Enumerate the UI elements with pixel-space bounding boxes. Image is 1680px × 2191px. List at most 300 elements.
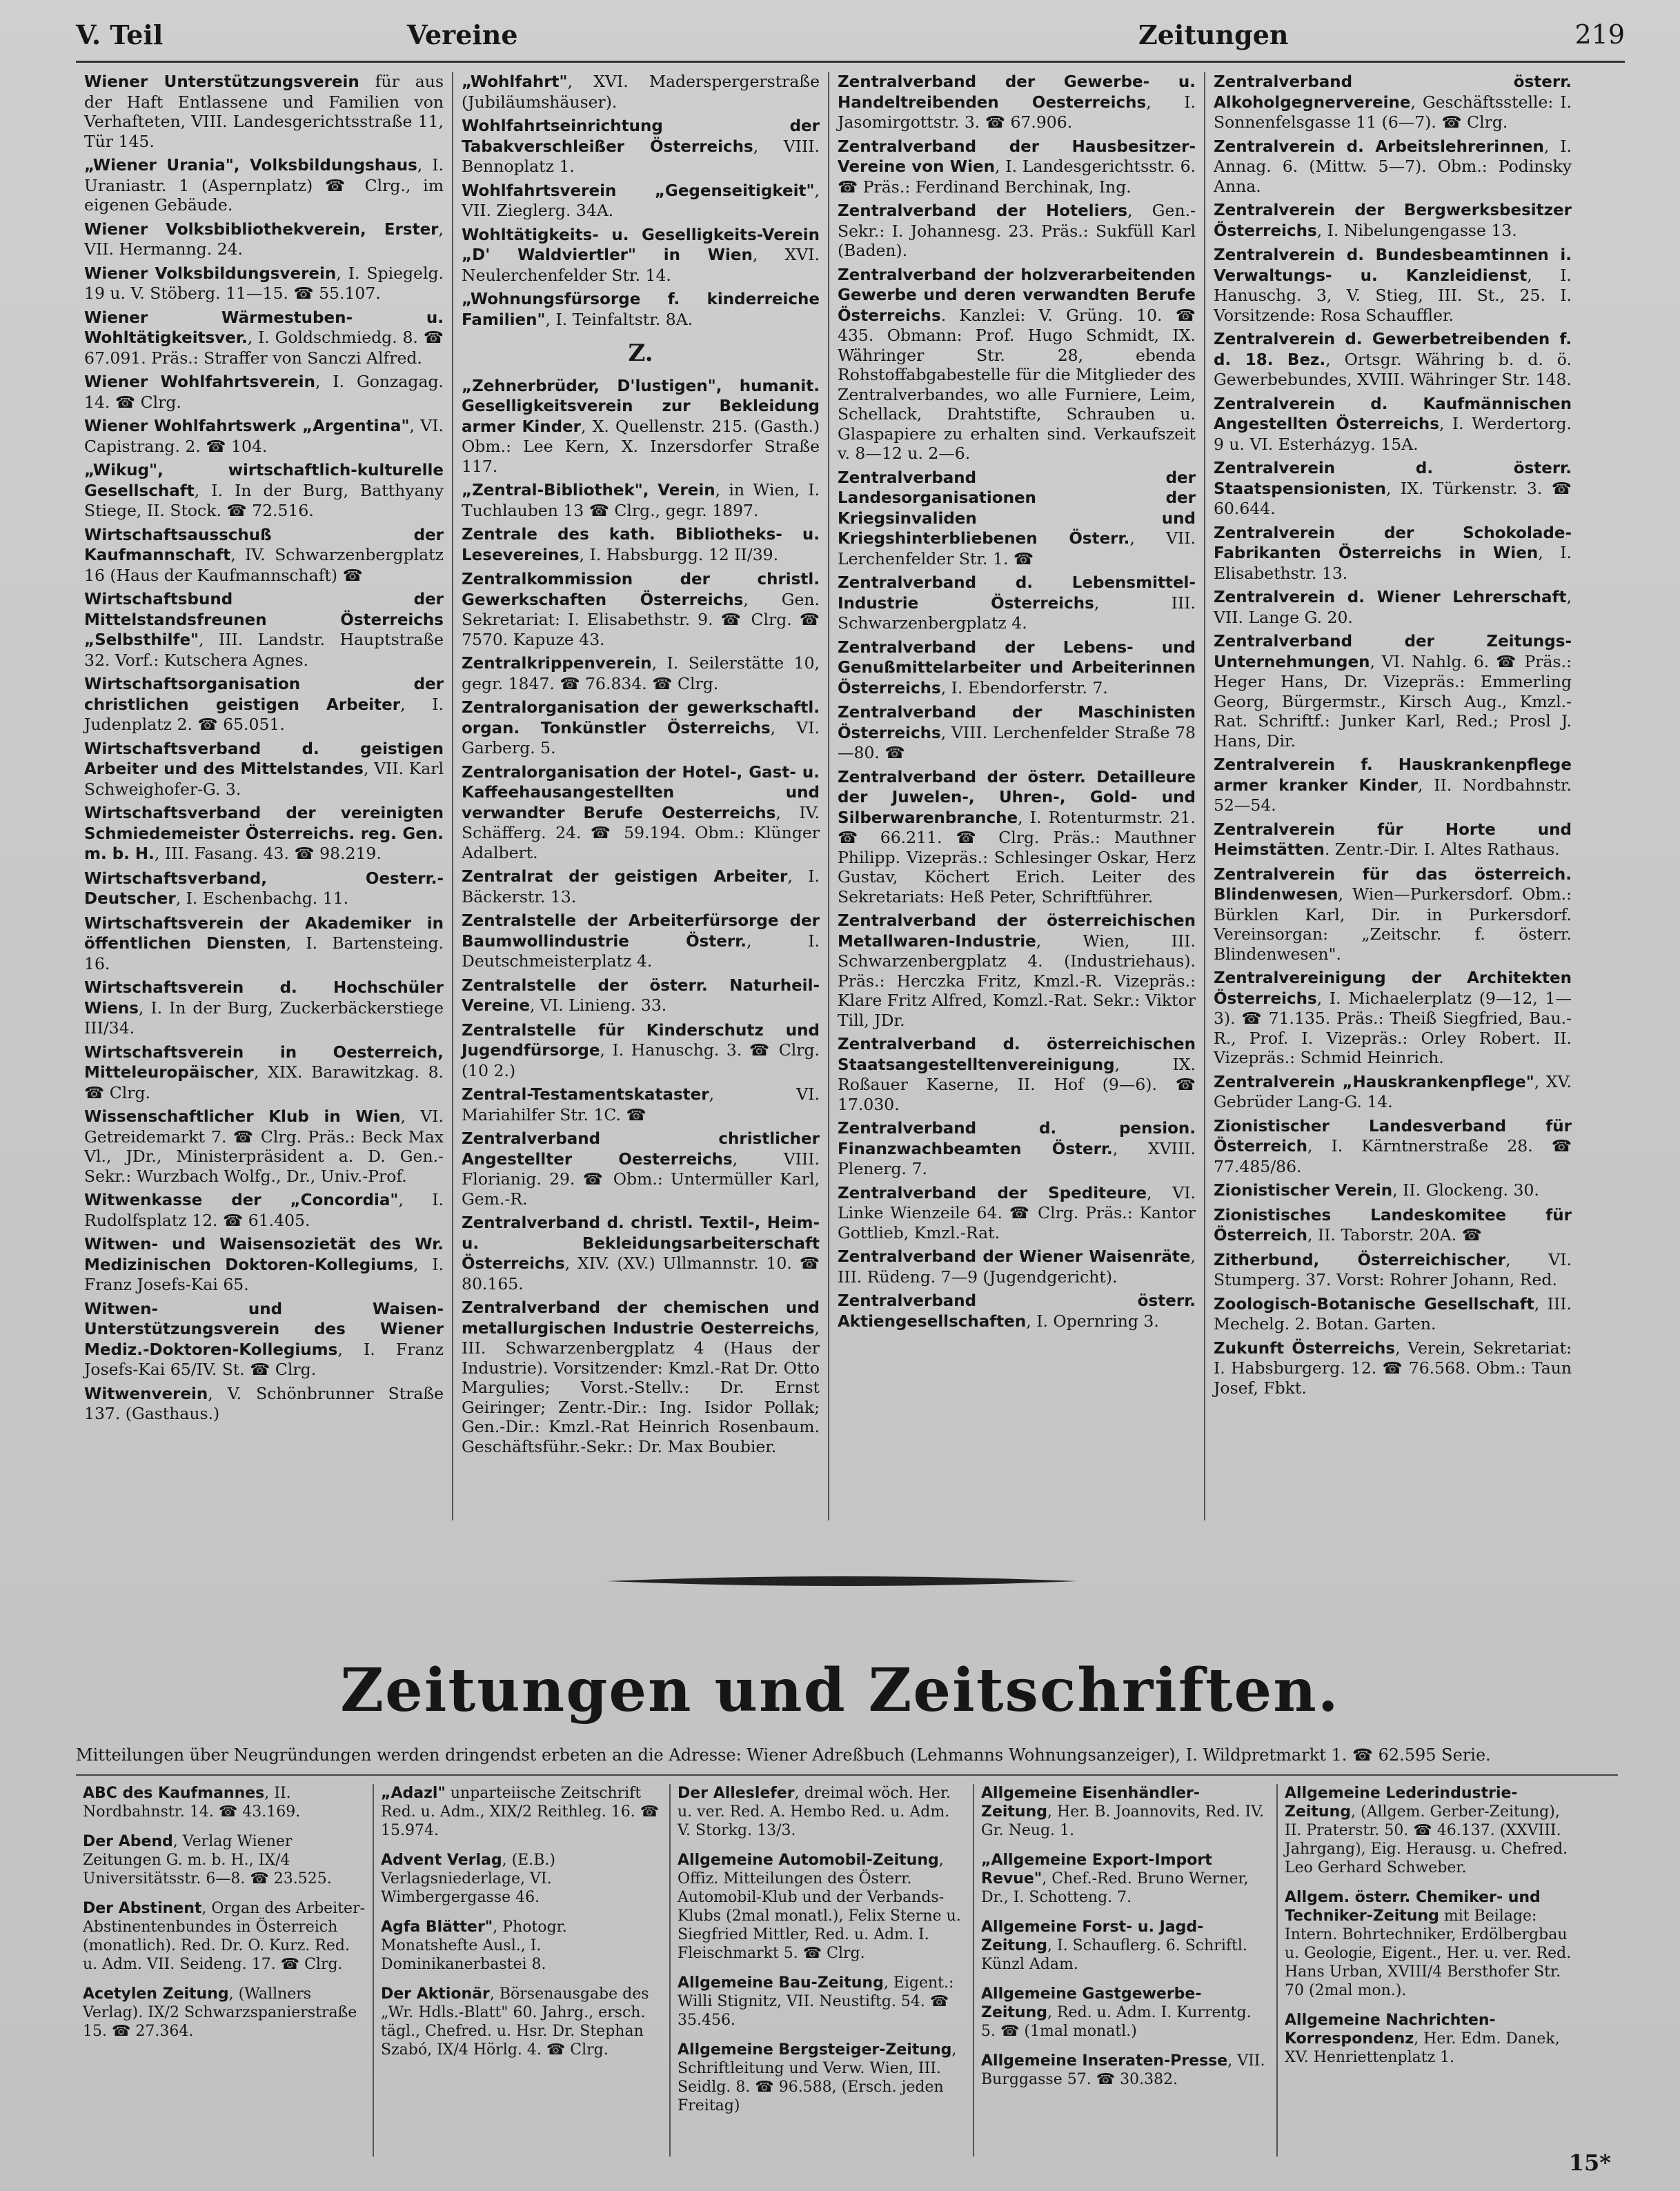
entry-name: Zentralverband der Hausbesitzer-Vereine von Wien [838,137,1196,176]
directory-entry [84,416,444,456]
directory-entry [462,116,820,177]
directory-entry [838,1118,1196,1179]
entry-name: „Adazl" [381,1785,446,1802]
directory-entry [84,219,444,259]
entry-details: , I. Nibelungengasse 13. [1316,220,1517,240]
entry-details: , I. Kärntnerstraße 28. ☎ 77.485/86. [1214,1136,1572,1176]
entry-name: Der Alleslefer [678,1785,795,1802]
directory-entry [1214,1250,1572,1290]
directory-entry [84,264,444,304]
entry-details: , Her. B. Joannovits, Red. IV. Gr. Neug. 1. [981,1803,1265,1839]
entry-name: Wirtschaftsbund der Mittelstandsfreunen Österreichs „Selbsthilfe" [84,591,444,649]
entry-details: , Ortsgr. Währing b. d. ö. Gewerbebundes, XVIII. Währinger Str. 148. [1214,349,1572,389]
entry-details: , Photogr. Monatshefte Ausl., I. Dominikanerbastei 8. [381,1919,567,1973]
newspaper-entry [1285,1784,1580,1877]
vereine-columns [76,72,1580,1520]
directory-entry [1214,245,1572,325]
entry-details: , I. Rudolfsplatz 12. ☎ 61.405. [84,1190,444,1230]
directory-entry [84,1107,444,1186]
entry-details: , I. Hanuschg. 3. ☎ Clrg. (10 2.) [462,1040,820,1080]
entry-name: „Wohnungsfürsorge f. kinderreiche Familien" [462,290,820,329]
directory-entry [84,1234,444,1295]
directory-entry [1214,1116,1572,1177]
newspaper-entry [981,1918,1269,1974]
entry-name: Wissenschaftlicher Klub in Wien [84,1108,401,1126]
directory-entry [1214,864,1572,964]
directory-entry [1214,755,1572,815]
entry-name: „Wiener Urania", Volksbildungshaus [84,157,417,175]
directory-entry [838,637,1196,699]
entry-name: Allgemeine Eisenhändler-Zeitung [981,1785,1200,1821]
entry-name: Zentralverband der österreichischen Metallwaren-Industrie [838,912,1196,951]
directory-entry [1214,1205,1572,1246]
entry-name: Wirtschaftsverein d. Hochschüler Wiens [84,979,444,1018]
directory-entry [462,289,820,330]
entry-details: , I. Goldschmiedg. 8. ☎ 67.091. Präs.: Straffer von Sanczi Alfred. [84,328,444,368]
zeitungen-column-2 [373,1784,669,2157]
entry-details: . Zentr.-Dir. I. Altes Rathaus. [1324,840,1560,859]
entry-name: Zentralverband der Wiener Waisenräte [838,1248,1191,1266]
entry-details: , III. Landstr. Hauptstraße 32. Vorf.: Kutschera Agnes. [84,630,444,670]
entry-details: , III. Mechelg. 2. Botan. Garten. [1214,1293,1572,1334]
newspaper-entry [83,1985,366,2041]
entry-details: , VII. Hermanng. 24. [84,219,444,259]
entry-details: , I. Michaelerplatz (9—12, 1—3). ☎ 71.135. Präs.: Theiß Siegfried, Bau.-R., Prof. I. Vizepräs.: Orley Robert. II. Vizepräs.: Schmid Heinrich. [1214,988,1572,1067]
entry-details: , Schriftleitung und Verw. Wien, III. Seidlg. 8. ☎ 96.588, (Ersch. jeden Freitag) [678,2041,957,2114]
entry-name: Zentralverein d. Arbeitslehrerinnen [1214,137,1544,156]
entry-name: Zentralverband der holzverarbeitenden Gewerbe und deren verwandten Berufe Österreichs [838,266,1196,325]
entry-details: , VII. Burggasse 57. ☎ 30.382. [981,2052,1265,2088]
entry-details: , IV. Schwarzenbergplatz 16 (Haus der Kaufmannschaft) ☎ [84,545,444,585]
entry-details: , XVIII. Plenerg. 7. [838,1138,1196,1178]
entry-details: , I. Spiegelg. 19 u. V. Stöberg. 11—15. ☎ 55.107. [84,263,444,303]
entry-details: , VII. Karl Schweighofer-G. 3. [84,759,444,799]
entry-details: , VI. Linke Wienzeile 64. ☎ Clrg. Präs.: Kantor Gottlieb, Kmzl.-Rat. [838,1182,1196,1242]
entry-details: , Chef.-Red. Bruno Werner, Dr., I. Schotteng. 7. [981,1870,1249,1906]
directory-entry [84,869,444,909]
entry-details: , IV. Schäfferg. 24. ☎ 59.194. Obm.: Klünger Adalbert. [462,802,820,862]
column-2 [452,72,828,1520]
directory-entry [838,573,1196,633]
header-section-zeitungen: Zeitungen [1138,19,1289,50]
entry-details: , Geschäftsstelle: I. Sonnenfelsgasse 11 (6—7). ☎ Clrg. [1214,92,1572,132]
newspaper-entry [83,1784,366,1821]
directory-entry [1214,137,1572,197]
directory-entry [462,866,820,906]
directory-entry [1214,1338,1572,1398]
directory-entry [1214,1072,1572,1112]
entry-details: , VI. Linieng. 33. [529,995,667,1015]
entry-details: , XIV. (XV.) Ullmannstr. 10. ☎ 80.165. [462,1253,820,1293]
entry-name: „Zentral-Bibliothek", Verein [462,482,715,499]
entry-details: , VI. Stumperg. 37. Vorst: Rohrer Johann, Red. [1214,1249,1572,1289]
entry-details: , III. Rüdeng. 7—9 (Jugendgericht). [838,1247,1196,1287]
entry-details: , Offiz. Mitteilungen des Österr. Automobil-Klub und der Verbands-Klubs (2mal monatl.), Felix Sterne u. Siegfried Mittler, Red. u. Adm. I. Fleischmarkt 5. ☎ Clrg. [678,1852,961,1962]
entry-details: , I. Eschenbachg. 11. [175,889,349,908]
entry-name: Zentralverband der österr. Detailleure der Juwelen-, Uhren-, Gold- und Silberwarenbranche [838,768,1196,827]
entry-details: , VII. Lerchenfelder Str. 1. ☎ [838,528,1196,568]
directory-entry [462,1129,820,1209]
entry-details: , Börsenausgabe des „Wr. Hdls.-Blatt" 60. Jahrg., ersch. tägl., Chefred. u. Hsr. Dr. Stephan Szabó, IX/4 Hörlg. 4. ☎ Clrg. [381,1985,649,2059]
directory-entry [838,767,1196,907]
entry-details: , I. Jasomirgottstr. 3. ☎ 67.906. [838,92,1196,132]
entry-details: , I. Judenplatz 2. ☎ 65.051. [84,694,444,734]
directory-entry [838,468,1196,569]
directory-entry [462,72,820,112]
header-part: V. Teil [76,19,164,50]
entry-details: , VIII. Florianig. 29. ☎ Obm.: Untermüller Karl, Gem.-R. [462,1149,820,1209]
entry-details: , Red. u. Adm. I. Kurrentg. 5. ☎ (1mal monatl.) [981,2004,1252,2040]
entry-name: Wirtschaftsverein der Akademiker in öffentlichen Diensten [84,914,444,953]
entry-name: Zentralverband d. österreichischen Staatsangestelltenvereinigung [838,1035,1196,1074]
directory-entry [462,653,820,693]
newspaper-entry [678,1784,966,1840]
directory-entry [1214,458,1572,519]
newspaper-entry [981,2052,1269,2089]
entry-name: Zentralverein für Horte und Heimstätten [1214,820,1572,859]
entry-details: , VII. Zieglerg. 34A. [462,180,820,220]
entry-name: Wohltätigkeits- u. Geselligkeits-Verein „D' Waldviertler" in Wien [462,226,820,264]
zeitungen-column-1 [76,1784,373,2157]
entry-details: , VII. Lange G. 20. [1214,587,1572,627]
directory-entry [462,524,820,565]
directory-entry [838,702,1196,763]
newspaper-entry [678,1974,966,2030]
entry-details: , Eigent.: Willi Stignitz, VII. Neustiftg. 54. ☎ 35.456. [678,1974,954,2029]
entry-name: Zentralverein der Bergwerksbesitzer Österreichs [1214,201,1572,240]
entry-details: , I. Franz Josefs-Kai 65. [84,1254,444,1294]
newspaper-entry [678,1851,966,1963]
newspaper-entry [381,1851,662,1907]
entry-name: Zentralverein d. österr. Staatspensionisten [1214,459,1572,498]
directory-entry [1214,968,1572,1068]
entry-details: , Her. Edm. Danek, XV. Henriettenplatz 1. [1285,2030,1560,2066]
directory-entry [84,978,444,1038]
entry-name: Zionistischer Verein [1214,1182,1393,1200]
zeitungen-column-5 [1276,1784,1587,2157]
directory-entry [1214,1180,1572,1201]
entry-name: Wirtschaftsorganisation der christlichen geistigen Arbeiter [84,675,444,714]
directory-entry [84,739,444,800]
entry-name: Zentralkommission der christl. Gewerkschaften Österreichs [462,571,820,609]
entry-name: Wirtschaftsausschuß der Kaufmannschaft [84,526,444,564]
newspaper-entry [381,1918,662,1974]
directory-entry [1214,329,1572,390]
notice-line: Mitteilungen über Neugründungen werden dringendst erbeten an die Adresse: Wiener Adreßbuch (Lehmanns Wohnungsanzeiger), I. Wildpretmarkt 1. ☎ 62.595 Serie. [76,1745,1491,1765]
entry-details: , in Wien, I. Tuchlauben 13 ☎ Clrg., gegr. 1897. [462,480,820,520]
directory-entry [84,1299,444,1380]
entry-details: , I. Werdertorg. 9 u. VI. Esterházyg. 15A. [1214,414,1572,454]
directory-entry [1214,200,1572,241]
section-flourish [607,1573,1076,1589]
entry-name: Zentralverein für das österreich. Blindenwesen [1214,865,1572,904]
directory-entry [84,1042,444,1103]
entry-details: , Wien—Purkersdorf. Obm.: Bürklen Karl, Dir. in Purkersdorf. Vereinsorgan: „Zeitschr. f. österr. Blindenwesen". [1214,884,1572,964]
entry-name: Zentralverein d. Gewerbetreibenden f. d. 18. Bez. [1214,330,1572,369]
entry-details: , III. Schwarzenbergplatz 4. [838,593,1196,633]
newspaper-entry [1285,2011,1580,2067]
entry-details: , I. Bäckerstr. 13. [462,866,820,906]
directory-entry [1214,523,1572,584]
column-3 [828,72,1204,1520]
entry-name: Zentrale des kath. Bibliotheks- u. Lesevereines [462,526,820,564]
entry-details: , XIX. Barawitzkag. 8. ☎ Clrg. [84,1062,444,1102]
signature-mark: 15* [1568,2150,1611,2176]
section-title: Zeitungen und Zeitschriften. [340,1656,1340,1725]
header-rule [76,61,1625,63]
directory-entry [462,1020,820,1081]
entry-name: „Allgemeine Export-Import Revue" [981,1852,1212,1887]
entry-name: Zentralstelle der Arbeiterfürsorge der Baumwollindustrie Österr. [462,912,820,951]
entry-name: Zionistischer Landesverband für Österreich [1214,1117,1572,1156]
directory-entry [838,911,1196,1030]
entry-name: Zentralverein d. Kaufmännischen Angestellten Österreichs [1214,395,1572,433]
entry-name: Zentralverband der chemischen und metallurgischen Industrie Oesterreichs [462,1299,820,1338]
directory-entry [462,376,820,477]
directory-entry [462,1213,820,1293]
directory-entry [84,1384,444,1424]
column-4 [1204,72,1580,1520]
directory-entry [462,762,820,863]
entry-name: Zentralverband d. Lebensmittel-Industrie Österreichs [838,574,1196,613]
entry-details: , (Allgem. Gerber-Zeitung), II. Praterstr. 50. ☎ 46.137. (XXVIII. Jahrgang), Eig. Herausg. u. Chefred. Leo Gerhard Schweber. [1285,1803,1568,1876]
newspaper-entry [83,1832,366,1888]
entry-name: Zitherbund, Österreichischer [1214,1251,1506,1269]
entry-name: Zentralverein d. Bundesbeamtinnen i. Verwaltungs- u. Kanzleidienst [1214,246,1572,285]
directory-entry [84,674,444,735]
entry-name: Advent Verlag [381,1852,502,1869]
directory-entry [838,1183,1196,1243]
entry-details: , III. Schwarzenbergplatz 4 (Haus der Industrie). Vorsitzender: Kmzl.-Rat Dr. Otto Margulies; Vorst.-Stellv.: Dr. Ernst Geiringer; Zentr.-Dir.: Ing. Isidor Pollak; Gen.-Dir.: Kmzl.-Rat Heinrich Rosenbaum. Geschäftsführ.-Sekr.: Dr. Max Boubier. [462,1318,820,1456]
entry-details: , V. Schönbrunner Straße 137. (Gasthaus.) [84,1383,444,1423]
entry-name: Wiener Wohlfahrtsverein [84,373,315,391]
entry-name: Zentralverein f. Hauskrankenpflege armer kranker Kinder [1214,756,1572,795]
entry-details: , IX. Türkenstr. 3. ☎ 60.644. [1214,478,1572,518]
entry-name: Zentralverband d. pension. Finanzwachbeamten Österr. [838,1120,1196,1158]
entry-details: , VI. Getreidemarkt 7. ☎ Clrg. Präs.: Beck Max Vl., JDr., Ministerpräsident a. D. Gen.-Sekr.: Wurzbach Wolfg., Dr., Univ.-Prof. [84,1107,444,1186]
entry-name: Witwen- und Waisensozietät des Wr. Medizinischen Doktoren-Kollegiums [84,1236,444,1274]
directory-entry [462,1298,820,1456]
entry-name: Zukunft Österreichs [1214,1339,1396,1358]
entry-details: , II. Nordbahnstr. 52—54. [1214,775,1572,815]
entry-details: , I. Habsburgg. 12 II/39. [579,544,779,564]
entry-name: Agfa Blätter" [381,1919,493,1936]
zeitungen-columns [76,1784,1587,2157]
entry-name: Zentralverband der Spediteure [838,1184,1147,1202]
entry-name: Wirtschaftsverein in Oesterreich, Mitteleuropäischer [84,1043,444,1082]
entry-name: Zentral-Testamentskataster [462,1086,709,1104]
entry-name: Wiener Volksbildungsverein [84,264,337,283]
entry-details: , I. Franz Josefs-Kai 65/IV. St. ☎ Clrg. [84,1339,444,1379]
entry-name: ABC des Kaufmannes [83,1785,265,1802]
entry-details: , I. Hanuschg. 3, V. Stieg, III. St., 25. I. Vorsitzende: Rosa Schauffler. [1214,265,1572,325]
directory-entry [462,181,820,221]
entry-details: , VI. Garberg. 5. [462,717,820,757]
entry-name: Der Abend [83,1833,173,1850]
entry-details: , I. In der Burg, Zuckerbäckerstiege III/34. [84,998,444,1038]
entry-details: , VIII. Bennoplatz 1. [462,136,820,176]
page-number: 219 [1574,19,1625,50]
newspaper-entry [83,1899,366,1974]
entry-details: , VI. Mariahilfer Str. 1C. ☎ [462,1084,820,1124]
directory-entry [462,569,820,649]
directory-entry [84,1190,444,1230]
entry-name: Wiener Unterstützungsverein [84,73,359,91]
entry-details: , I. Gonzagag. 14. ☎ Clrg. [84,372,444,412]
entry-name: Der Aktionär [381,1985,490,2003]
directory-entry [838,137,1196,197]
entry-name: Allgemeine Gastgewerbe-Zeitung [981,1985,1202,2021]
directory-entry [84,308,444,368]
entry-details: , I. Rotenturmstr. 21. ☎ 66.211. ☎ Clrg. Präs.: Mauthner Philipp. Vizepräs.: Schlesinger Oskar, Herz Gustav, Köchert Erich. Leiter des Sekretariats: Heß Peter, Schriftführer. [838,807,1196,906]
entry-details: , I. Uraniastr. 1 (Aspernplatz) ☎ Clrg., im eigenen Gebäude. [84,155,444,215]
entry-name: Zentralverband der Gewerbe- u. Handeltreibenden Oesterreichs [838,73,1196,112]
entry-details: , Verlag Wiener Zeitungen G. m. b. H., IX/4 Universitätsstr. 6—8. ☎ 23.525. [83,1833,332,1887]
entry-name: Allgemeine Bau-Zeitung [678,1974,884,1992]
running-header [76,19,1625,61]
newspaper-entry [381,1985,662,2059]
entry-details: , II. Taborstr. 20A. ☎ [1307,1225,1482,1245]
entry-name: Zentralvereinigung der Architekten Österreichs [1214,969,1572,1008]
entry-details: , Verein, Sekretariat: I. Habsburgerg. 12. ☎ 76.568. Obm.: Taun Josef, Fbkt. [1214,1338,1572,1398]
entry-name: Witwenverein [84,1385,208,1403]
entry-details: , (E.B.) Verlagsniederlage, VI. Wimbergergasse 46. [381,1852,555,1906]
directory-entry [84,525,444,586]
directory-entry [84,460,444,521]
entry-details: , Organ des Arbeiter-Abstinentenbundes in Österreich (monatlich). Red. Dr. O. Kurz. Red. u. Adm. VII. Seideng. 17. ☎ Clrg. [83,1900,366,1973]
entry-name: Zoologisch-Botanische Gesellschaft [1214,1295,1534,1313]
entry-details: , I. Ebendorferstr. 7. [940,677,1108,697]
directory-entry [462,225,820,286]
column-1 [76,72,452,1520]
entry-name: Witwen- und Waisen-Unterstützungsverein des Wiener Mediz.-Doktoren-Kollegiums [84,1300,444,1359]
entry-details: , XV. Gebrüder Lang-G. 14. [1214,1071,1572,1111]
directory-entry [838,1291,1196,1331]
entry-details: , Gen. Sekretariat: I. Elisabethstr. 9. ☎ Clrg. ☎ 7570. Kapuze 43. [462,589,820,649]
entry-name: Zentralorganisation der gewerkschaftl. organ. Tonkünstler Österreichs [462,699,820,737]
entry-name: Zentralorganisation der Hotel-, Gast- u. Kaffeehausangestellten und verwandter Berufe Oesterreichs [462,763,820,822]
entry-details: , I. Seilerstätte 10, gegr. 1847. ☎ 76.834. ☎ Clrg. [462,653,820,693]
directory-entry [1214,72,1572,132]
entry-details: , I. Deutschmeisterplatz 4. [462,931,820,971]
entry-details: , I. Teinfaltstr. 8A. [545,309,693,329]
directory-entry [838,201,1196,261]
directory-entry [838,1247,1196,1287]
entry-details: , VI. Capistrang. 2. ☎ 104. [84,416,444,456]
entry-name: Zentralverband der Zeitungs-Unternehmungen [1214,633,1572,671]
entry-details: , I. Elisabethstr. 13. [1214,543,1572,583]
entry-name: Wirtschaftsverband, Oesterr.-Deutscher [84,869,444,908]
directory-entry [838,72,1196,132]
newspaper-entry [981,1985,1269,2041]
entry-name: Allgemeine Inseraten-Presse [981,2052,1228,2070]
header-section-vereine: Vereine [407,19,518,50]
entry-name: Acetylen Zeitung [83,1985,229,2003]
entry-details: für aus der Haft Entlassene und Familien von Verhafteten, VIII. Landesgerichtsstraße 11, Tür 145. [84,72,444,151]
directory-entry [462,697,820,758]
entry-name: Zentralstelle der österr. Naturheil-Vereine [462,976,820,1015]
entry-name: Zentralrat der geistigen Arbeiter [462,868,788,886]
entry-details: , II. Glockeng. 30. [1392,1180,1539,1200]
zeitungen-column-4 [973,1784,1276,2157]
entry-details: , X. Quellenstr. 215. (Gasth.) Obm.: Lee Kern, X. Inzersdorfer Straße 117. [462,416,820,476]
entry-details: , III. Fasang. 43. ☎ 98.219. [154,844,382,863]
entry-name: Wiener Wohlfahrtswerk „Argentina" [84,417,410,435]
entry-name: Wiener Wärmestuben- u. Wohltätigkeitsver. [84,308,444,347]
entry-name: Zentralstelle für Kinderschutz und Jugendfürsorge [462,1021,820,1060]
entry-name: Allgemeine Nachrichten-Korrespondenz [1285,2012,1496,2048]
entry-details: , XVI. Neulerchenfelder Str. 14. [462,245,820,285]
directory-entry [838,265,1196,464]
entry-details: mit Beilage: Intern. Bohrtechniker, Erdölbergbau u. Geologie, Eigent., Her. u. ver. Red. Hans Urban, XVIII/4 Bersthofer Str. 70 (2mal mon.). [1285,1907,1572,1999]
entry-name: Zentralverband der Hoteliers [838,202,1128,220]
newspaper-entry [381,1784,662,1840]
entry-name: Zentralverband d. christl. Textil-, Heim- u. Bekleidungsarbeiterschaft Österreichs [462,1214,820,1273]
entry-name: „Wikug", wirtschaftlich-kulturelle Gesellschaft [84,462,444,500]
entry-name: Wohlfahrtsverein „Gegenseitigkeit" [462,181,815,200]
directory-entry [1214,631,1572,751]
entry-details: , II. Nordbahnstr. 14. ☎ 43.169. [83,1785,301,1821]
directory-entry [1214,587,1572,627]
directory-entry [84,913,444,974]
directory-entry [462,911,820,971]
entry-name: Zentralverein „Hauskrankenpflege" [1214,1073,1534,1091]
entry-name: Allgemeine Bergsteiger-Zeitung [678,2041,952,2059]
entry-details: , (Wallners Verlag). IX/2 Schwarzspanierstraße 15. ☎ 27.364. [83,1985,357,2040]
entry-name: Wiener Volksbibliothekverein, Erster [84,220,439,239]
entry-name: „Wohlfahrt" [462,73,568,91]
entry-name: Zentralverband österr. Alkoholgegnervereine [1214,73,1572,112]
entry-name: Zentralverband der Landesorganisationen der Kriegsinvaliden und Kriegshinterbliebenen Österr. [838,468,1196,548]
entry-details: , I. Landesgerichtsstr. 6. ☎ Präs.: Ferdinand Berchinak, Ing. [838,157,1196,197]
entry-details: , IX. Roßauer Kaserne, II. Hof (9—6). ☎ 17.030. [838,1054,1196,1114]
newspaper-entry [1285,1888,1580,2000]
entry-name: Zentralverband christlicher Angestellter Oesterreichs [462,1130,820,1169]
entry-details: , I. Bartensteing. 16. [84,933,444,973]
directory-entry [838,1034,1196,1114]
entry-details: , XVI. Maderspergerstraße (Jubiläumshäuser). [462,72,820,112]
letter-heading: Z. [628,339,653,367]
notice-rule [76,1774,1618,1776]
entry-name: Allgem. österr. Chemiker- und Techniker-Zeitung [1285,1889,1541,1925]
entry-details: , I. In der Burg, Batthyany Stiege, II. Stock. ☎ 72.516. [84,480,444,520]
entry-details: , I. Opernring 3. [1026,1311,1159,1331]
entry-name: Zentralverband der Maschinisten Österreichs [838,704,1196,742]
directory-entry [1214,820,1572,860]
newspaper-entry [981,1784,1269,1840]
entry-details: unparteiische Zeitschrift Red. u. Adm., XIX/2 Reithleg. 16. ☎ 15.974. [381,1785,660,1839]
entry-name: Zentralverband österr. Aktiengesellschaften [838,1292,1196,1331]
entry-details: , VIII. Lerchenfelder Straße 78—80. ☎ [838,722,1196,762]
entry-name: Allgemeine Automobil-Zeitung [678,1852,939,1869]
entry-name: Allgemeine Lederindustrie-Zeitung [1285,1785,1518,1821]
entry-name: „Zehnerbrüder, D'lustigen", humanit. Geselligkeitsverein zur Bekleidung armer Kinder [462,377,820,436]
directory-entry [462,1084,820,1124]
entry-name: Wirtschaftsverband der vereinigten Schmiedemeister Österreichs. reg. Gen. m. b. H. [84,804,444,863]
directory-entry [462,480,820,520]
entry-name: Witwenkasse der „Concordia" [84,1191,399,1209]
directory-entry [1214,1294,1572,1334]
entry-details: , Wien, III. Schwarzenbergplatz 4. (Industriehaus). Präs.: Herczka Fritz, Kmzl.-R. Vizepräs.: Klare Fritz Alfred, Komzl.-Rat. Sekr.: Viktor Till, JDr. [838,931,1196,1030]
entry-details: , Gen.-Sekr.: I. Johannesg. 23. Präs.: Sukfüll Karl (Baden). [838,201,1196,260]
directory-entry [84,72,444,151]
directory-entry [84,155,444,215]
entry-name: Zentralkrippenverein [462,655,652,673]
entry-name: Der Abstinent [83,1900,202,1917]
directory-entry [84,803,444,864]
entry-name: Zentralverein der Schokolade-Fabrikanten Österreichs in Wien [1214,524,1572,562]
directory-entry [84,372,444,412]
